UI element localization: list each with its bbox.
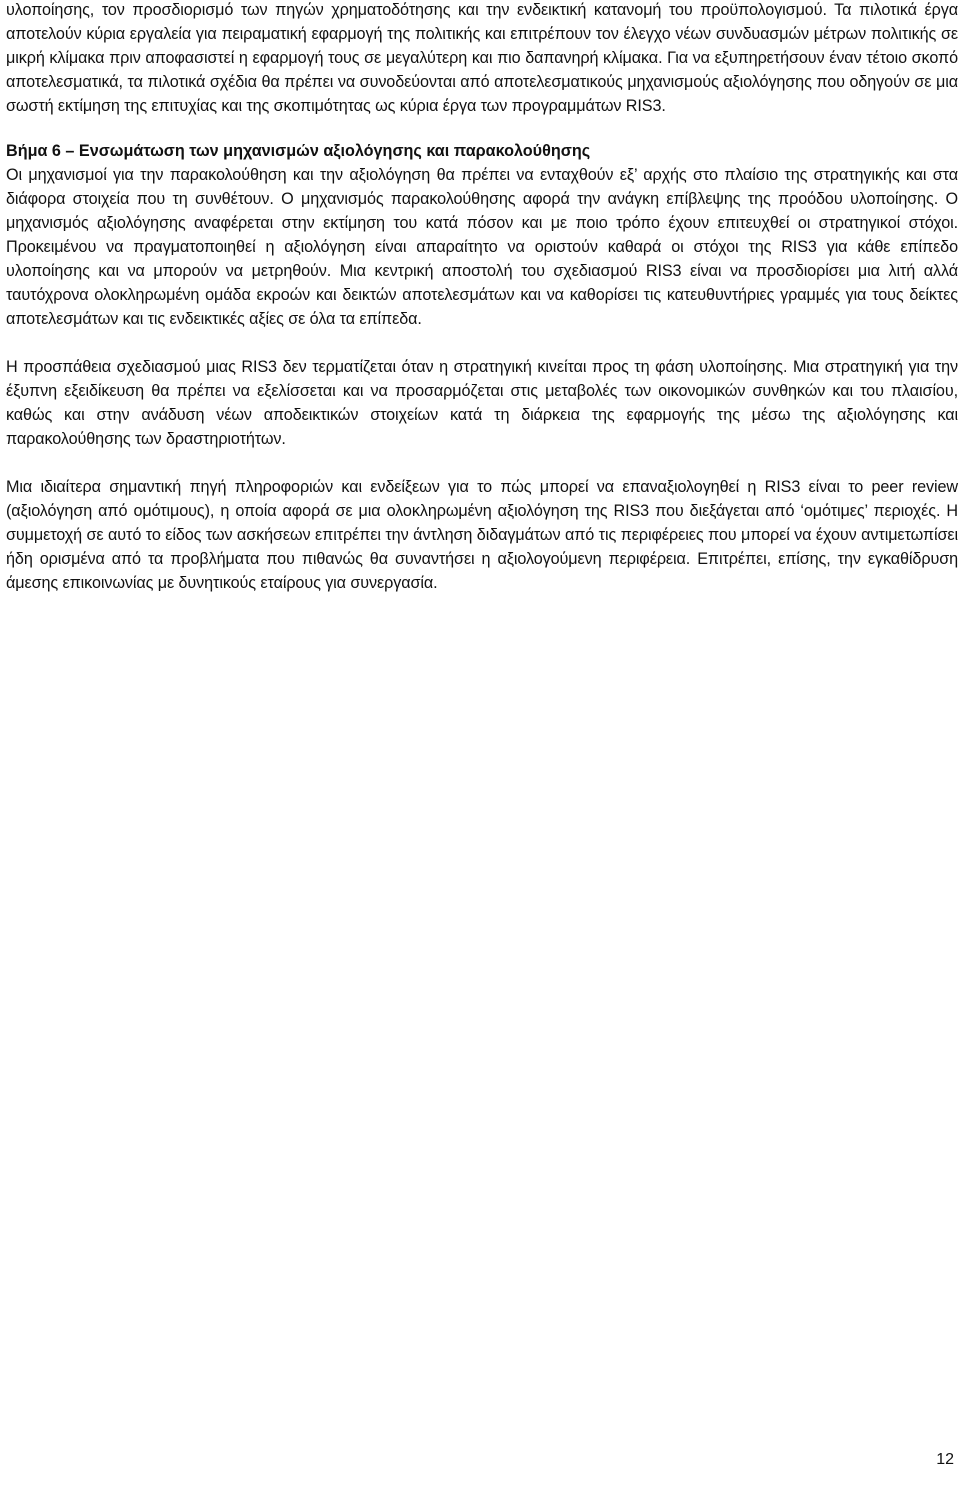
paragraph-pilot-projects: υλοποίησης, τον προσδιορισμό των πηγών χρηματοδότησης και την ενδεικτική κατανομή του προϋπολογισμού. Τα πιλοτικά έργα αποτελούν κύρια εργαλεία για πειραματική εφαρμογή της πολιτικής και επιτρέπουν τον έλεγχο νέων συνδυασμών μέτρων πολιτικής σε μικρή κλίμακα πριν αποφασιστεί η εφαρμογή τους σε μεγαλύτερη και πιο δαπανηρή κλίμακα. Για να εξυπηρετήσουν έναν τέτοιο σκοπό αποτελεσματικά, τα πιλοτικά σχέδια θα πρέπει να συνοδεύονται από αποτελεσματικούς μηχανισμούς αξιολόγησης που οδηγούν σε μια σωστή εκτίμηση της επιτυχίας και της σκοπιμότητας ως κύρια έργα των προγραμμάτων RIS3. — [6, 1, 958, 115]
paragraph-peer-review: Μια ιδιαίτερα σημαντική πηγή πληροφοριών και ενδείξεων για το πώς μπορεί να επαναξιολογηθεί η RIS3 είναι το peer review (αξιολόγηση από ομότιμους), η οποία αφορά σε μια ολοκληρωμένη αξιολόγηση της RIS3 που διεξάγεται από ‘ομότιμες’ περιοχές. Η συμμετοχή σε αυτό το είδος των ασκήσεων επιτρέπει την άντληση διδαγμάτων από τις περιφέρειες που μπορεί να έχουν αντιμετωπίσει ήδη ορισμένα από τα προβλήματα που πιθανώς θα συναντήσει η αξιολογούμενη περιφέρεια. Επιτρέπει, επίσης, την εγκαθίδρυση άμεσης επικοινωνίας με δυνητικούς εταίρους για συνεργασία. — [6, 478, 958, 592]
document-page — [6, 0, 958, 595]
paragraph-monitoring-mechanisms: Οι μηχανισμοί για την παρακολούθηση και την αξιολόγηση θα πρέπει να ενταχθούν εξ’ αρχής στο πλαίσιο της στρατηγικής και στα διάφορα στοιχεία που τη συνθέτουν. Ο μηχανισμός παρακολούθησης αφορά την ανάγκη επίβλεψης της προόδου υλοποίησης. Ο μηχανισμός αξιολόγησης αναφέρεται στην εκτίμηση του κατά πόσον και με ποιο τρόπο έχουν επιτευχθεί οι στρατηγικοί στόχοι. Προκειμένου να πραγματοποιηθεί η αξιολόγηση είναι απαραίτητο να οριστούν καθαρά οι στόχοι της RIS3 για κάθε επίπεδο υλοποίησης και να μπορούν να μετρηθούν. Μια κεντρική αποστολή του σχεδιασμού RIS3 είναι να προσδιορίσει μια λιτή αλλά ταυτόχρονα ολοκληρωμένη ομάδα εκροών και δεικτών αποτελεσμάτων και να καθορίσει τις κατευθυντήριες γραμμές για τους δείκτες αποτελεσμάτων και τις ενδεικτικές αξίες σε όλα τα επίπεδα. — [6, 166, 958, 328]
paragraph-strategy-evolution: Η προσπάθεια σχεδιασμού μιας RIS3 δεν τερματίζεται όταν η στρατηγική κινείται προς τη φάση υλοποίησης. Μια στρατηγική για την έξυπνη εξειδίκευση θα πρέπει να εξελίσσεται και να προσαρμόζεται στις μεταβολές των οικονομικών συνθηκών και του πλαισίου, καθώς και στην ανάδυση νέων αποδεικτικών στοιχείων κατά τη διάρκεια της εφαρμογής της μέσω της αξιολόγησης και παρακολούθησης των δραστηριοτήτων. — [6, 358, 958, 448]
page-number: 12 — [936, 1451, 954, 1468]
section-heading: Βήμα 6 – Ενσωμάτωση των μηχανισμών αξιολόγησης και παρακολούθησης — [6, 142, 591, 160]
